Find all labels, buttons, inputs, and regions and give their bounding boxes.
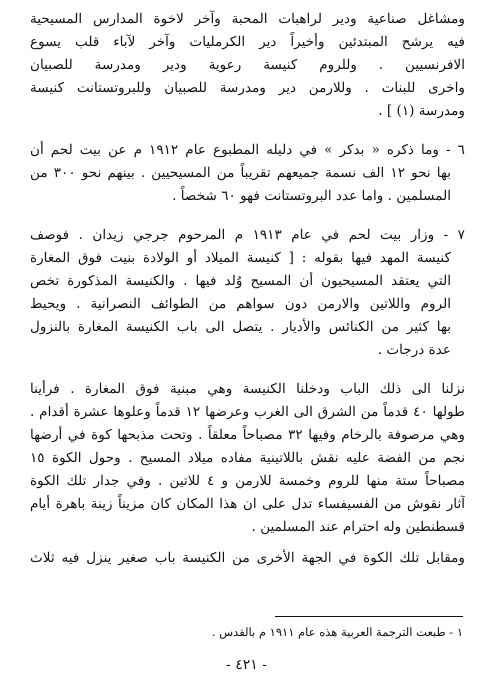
text-line: نزلنا الى ذلك الباب ودخلنا الكنيسة وهي مبنية فوق المغارة . فرأينا bbox=[30, 381, 465, 397]
text-line: ومدرسة (١) ] . bbox=[378, 103, 465, 119]
text-line: ومقابل تلك الكوة في الجهة الأخرى من الكنيسة باب صغير ينزل فيه ثلاث bbox=[30, 550, 465, 566]
text-line: الافرنسيين . وللروم كنيسة رعوية ودير ومدرسة للصبيان bbox=[30, 57, 465, 73]
text-line: نجم من الفضة عليه نقش باللاتينية مفاده ميلاد المسيح . وحول الكوة ١٥ bbox=[30, 450, 465, 466]
text-line: كنيسة المهد فيها بقوله : [ كنيسة الميلاد أو الولادة بنيت فوق المغارة bbox=[30, 250, 451, 266]
text-line: التي يعتقد المسيحيون أن المسيح وُلد فيها . والكنيسة المذكورة تخص bbox=[30, 273, 451, 289]
numbered-note-7 bbox=[30, 224, 465, 362]
text-line: بها نحو ١٢ الف نسمة جميعهم تقريباً من المسيحيين . بينهم نحو ٣٠٠ من bbox=[30, 165, 451, 181]
text-line: المسلمين . واما عدد البروتستانت فهو ٦٠ شخصاً . bbox=[172, 188, 451, 204]
text-line: مصباحاً ستة منها للروم وخمسة للارمن و ٤ للاتين . وفي جدار تلك الكوة bbox=[30, 473, 465, 489]
paragraph-closing bbox=[30, 547, 465, 570]
text-line: وهي مرصوفة بالرخام وفيها ٣٢ مصباحاً معلقاً . وتحت مذبحها كوة في أرضها bbox=[30, 427, 465, 443]
text-line: ٦ - وما ذكره « بدكر » في دليله المطبوع عام ١٩١٢ م عن بيت لحم أن bbox=[30, 142, 465, 158]
footnote-divider bbox=[275, 616, 463, 617]
paragraph-main bbox=[30, 378, 465, 539]
text-line: طولها ٤٠ قدماً من الشرق الى الغرب وعرضها ١٢ قدماً وعلوها عشرة أقدام . bbox=[30, 404, 465, 420]
text-line: ٧ - وزار بيت لحم في عام ١٩١٣ م المرحوم جرجي زيدان . فوصف bbox=[30, 227, 465, 243]
text-line: عدة درجات . bbox=[377, 342, 451, 358]
text-line: فيه يرشح المبتدئين وأخيراً دير الكرمليات وآخر لآباء قلب يسوع bbox=[30, 34, 465, 50]
footnote: ١ - طبعت الترجمة العربية هذه عام ١٩١١ م بالقدس . bbox=[211, 625, 463, 639]
text-line: قسطنطين وله احترام عند المسلمين . bbox=[251, 519, 465, 535]
text-line: ومشاغل صناعية ودير لراهبات المحبة وآخر لاخوة المدارس المسيحية bbox=[30, 11, 465, 27]
text-line: بها كثير من الكنائس والأديار . يتصل الى باب الكنيسة المغارة بالنزول bbox=[30, 319, 451, 335]
paragraph-intro bbox=[30, 8, 465, 123]
numbered-note-6 bbox=[30, 139, 465, 208]
text-line: الروم واللاتين والارمن دون سواهم من الطوائف النصرانية . ويحيط bbox=[30, 296, 451, 312]
text-line: آثار نقوش من الفسيفساء تدل على ان هذا المكان كان مزيناً زينة باهرة أيام bbox=[30, 496, 465, 512]
text-line: واخرى للبنات . وللارمن دير ومدرسة للصبيان وللبروتستانت كنيسة bbox=[30, 80, 465, 96]
page-number: - ٤٢١ - bbox=[226, 657, 267, 673]
